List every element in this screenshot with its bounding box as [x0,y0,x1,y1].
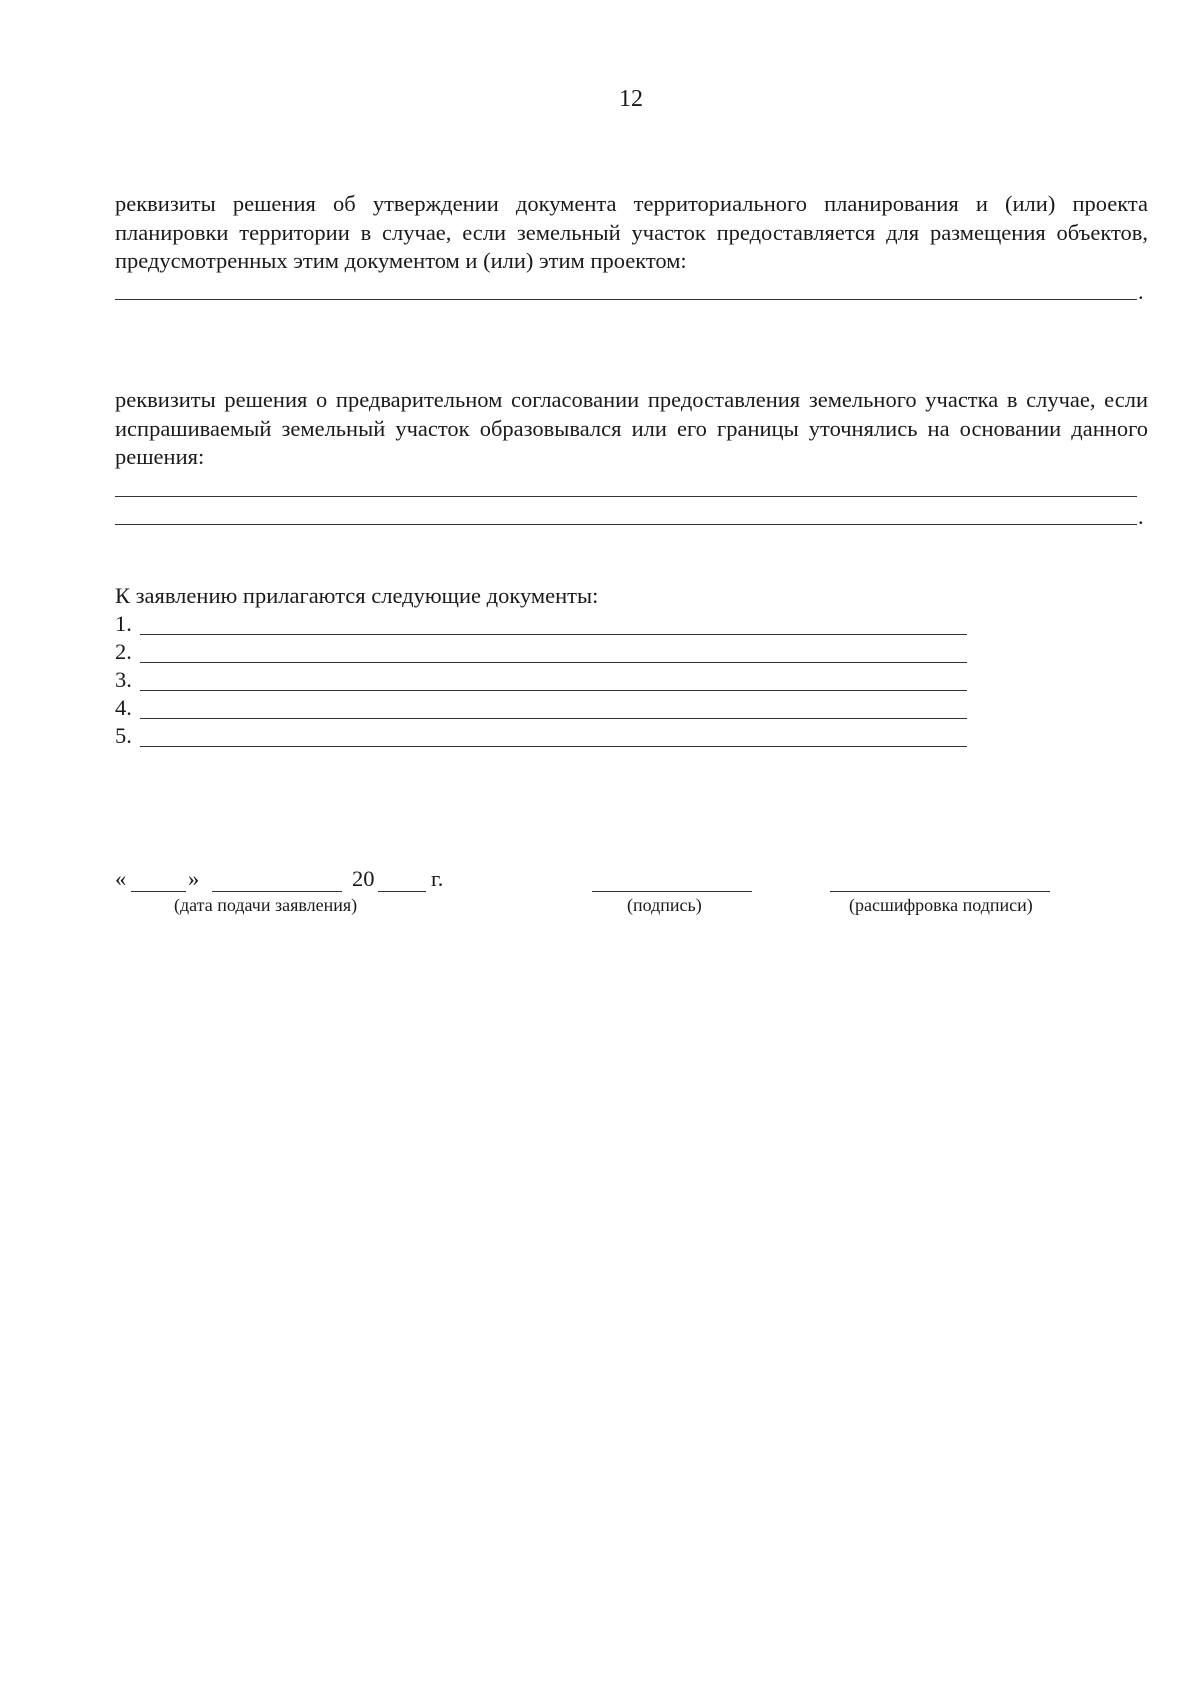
attachments-title: К заявлению прилагаются следующие документы: [115,583,599,608]
attachment-item[interactable] [115,722,967,750]
attachment-number: 3. [115,667,132,692]
preliminary-approval-fill-line-2[interactable] [115,524,1137,525]
year-fill-line[interactable] [378,891,426,892]
attachment-number: 4. [115,695,132,720]
attachment-item[interactable] [115,610,967,638]
attachment-fill-line[interactable] [140,634,967,635]
preliminary-approval-paragraph: реквизиты решения о предварительном согласовании предоставления земельного участка в случае, если испрашиваемый земельный участок образовывался или его границы уточнялись на основании данного решения: [115,387,1148,469]
attachment-number: 5. [115,723,132,748]
signature-decoding-fill-line[interactable] [830,891,1050,892]
attachment-number: 1. [115,611,132,636]
year-prefix: 20 [352,866,375,891]
date-caption: (дата подачи заявления) [174,895,358,915]
line-end-dot: . [1138,279,1144,304]
territorial-planning-fill-line[interactable] [115,299,1137,300]
year-suffix: г. [431,866,444,891]
signature-caption: (подпись) [627,895,702,915]
attachment-item[interactable] [115,694,967,722]
attachment-fill-line[interactable] [140,662,967,663]
signature-decoding-caption: (расшифровка подписи) [849,895,1033,915]
attachment-number: 2. [115,639,132,664]
date-open-quote: « [115,866,127,891]
attachment-item[interactable] [115,666,967,694]
page-number: 12 [619,86,643,112]
attachment-fill-line[interactable] [140,746,967,747]
date-close-quote: » [188,866,200,891]
attachment-item[interactable] [115,638,967,666]
attachment-fill-line[interactable] [140,690,967,691]
attachment-fill-line[interactable] [140,718,967,719]
month-fill-line[interactable] [212,891,342,892]
signature-fill-line[interactable] [592,891,752,892]
day-fill-line[interactable] [131,891,186,892]
territorial-planning-paragraph: реквизиты решения об утверждении документа территориального планирования и (или) проекта планировки территории в случае, если земельный участок предоставляется для размещения объектов, предусмотренных этим документом и (или) этим проектом: [115,191,1148,273]
line-end-dot: . [1138,504,1144,529]
preliminary-approval-fill-line-1[interactable] [115,496,1137,497]
